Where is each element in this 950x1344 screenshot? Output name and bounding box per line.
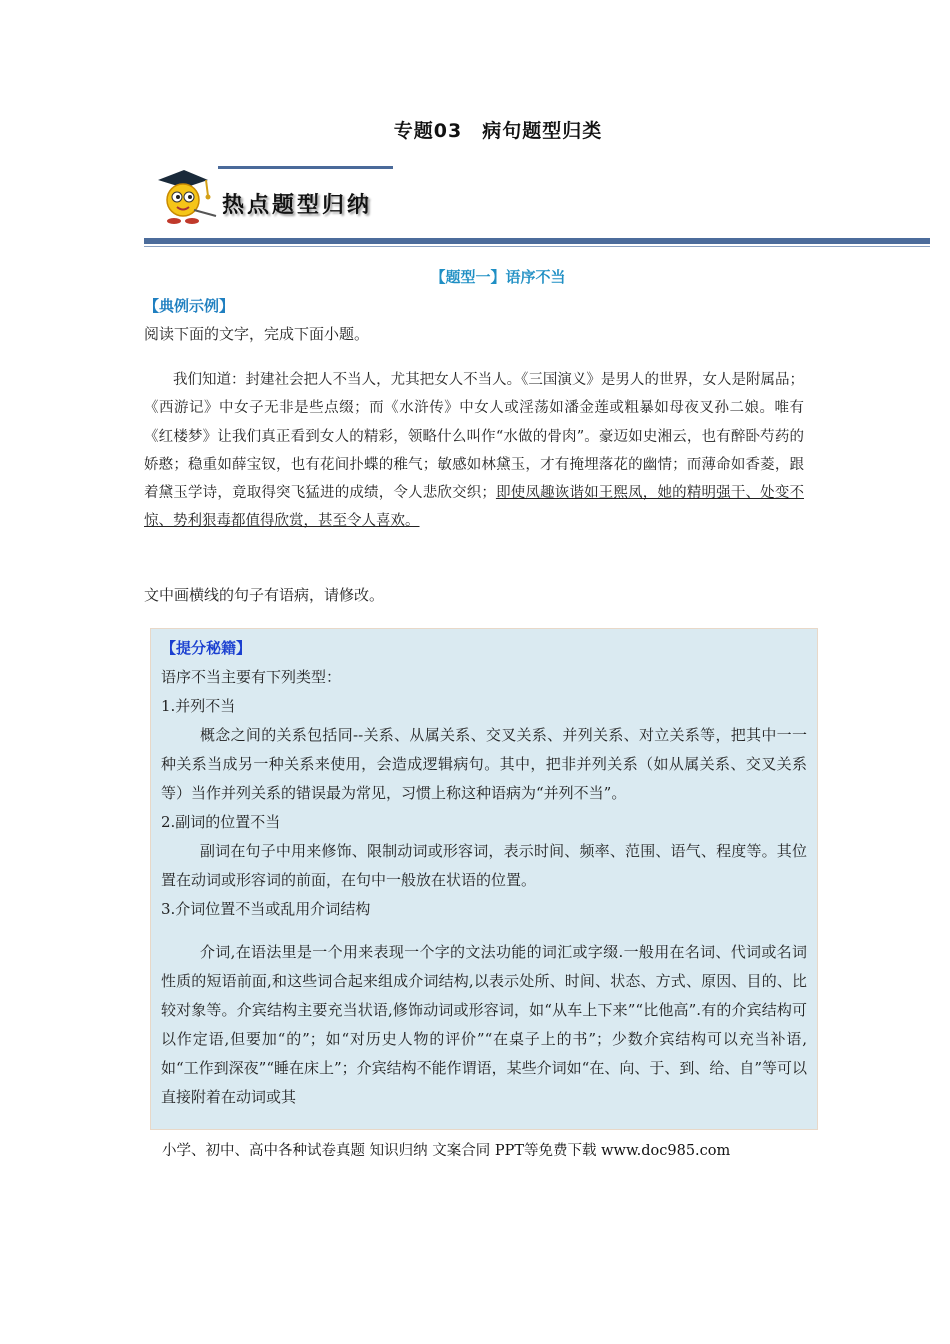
tips-intro: 语序不当主要有下列类型： <box>161 668 342 686</box>
passage-text: 我们知道：封建社会把人不当人，尤其把女人不当人。《三国演义》是男人的世界，女人是附属品；《西游记》中女子无非是些点缀；而《水浒传》中女人或淫荡如潘金莲或粗暴如母夜叉孙二娘。唯有《红楼梦》让我们真正看到女人的精彩，领略什么叫作“水做的骨肉”。豪迈如史湘云，也有醉卧芍药的娇憨；稳重如薛宝钗，也有花间扑蝶的稚气；敏感如林黛玉，才有掩埋落花的幽情；而薄命如香菱，跟着黛玉学诗，竟取得突飞猛进的成绩，令人悲欣交织； <box>144 372 804 502</box>
question-text: 文中画横线的句子有语病，请修改。 <box>144 586 385 604</box>
tips-label: 【提分秘籍】 <box>161 639 252 657</box>
page-title: 专题03 病句题型归类 <box>393 120 603 142</box>
question-type-heading: 【题型一】语序不当 <box>430 268 566 286</box>
graduate-mascot-icon <box>150 166 220 226</box>
banner-top-line <box>218 166 393 169</box>
example-label: 【典例示例】 <box>144 297 235 315</box>
banner-rule-thin <box>144 246 930 247</box>
section-1-body: 概念之间的关系包括同--关系、从属关系、交叉关系、并列关系、对立关系等，把其中一一种关系当成另一种关系来使用，会造成逻辑病句。其中，把非并列关系（如从属关系、交叉关系等）当作并列关系的错误最为常见，习惯上称这种语病为“并列不当”。 <box>161 726 807 802</box>
underlined-sentence: 即使凤趣诙谐如王熙凤，她的精明强干、处变不惊、势利狠毒都值得欣赏，甚至令人喜欢。 <box>144 485 804 530</box>
banner-rule <box>144 238 930 244</box>
section-2-title: 2.副词的位置不当 <box>161 813 281 831</box>
tips-box <box>150 628 818 1130</box>
instruction-text: 阅读下面的文字，完成下面小题。 <box>144 325 370 343</box>
section-1-title: 1.并列不当 <box>161 697 236 715</box>
section-3-body: 介词,在语法里是一个用来表现一个字的文法功能的词汇或字缀.一般用在名词、代词或名词性质的短语前面,和这些词合起来组成介词结构,以表示处所、时间、状态、方式、原因、目的、比较对象等。介宾结构主要充当状语,修饰动词或形容词，如“从车上下来”“比他高”.有的介宾结构可以作定语,但要加“的”；如“对历史人物的评价”“在桌子上的书”；少数介宾结构可以充当补语,如“工作到深夜”“睡在床上”；介宾结构不能作谓语，某些介词如“在、向、于、到、给、自”等可以直接附着在动词或其 <box>161 943 808 1106</box>
reading-passage <box>144 366 804 536</box>
banner-title: 热点题型归纳 <box>222 192 373 218</box>
footer-text: 小学、初中、高中各种试卷真题 知识归纳 文案合同 PPT等免费下载 www.doc985.com <box>162 1143 731 1159</box>
section-3-title: 3.介词位置不当或乱用介词结构 <box>161 900 371 918</box>
section-2-body: 副词在句子中用来修饰、限制动词或形容词，表示时间、频率、范围、语气、程度等。其位置在动词或形容词的前面，在句中一般放在状语的位置。 <box>161 842 807 889</box>
